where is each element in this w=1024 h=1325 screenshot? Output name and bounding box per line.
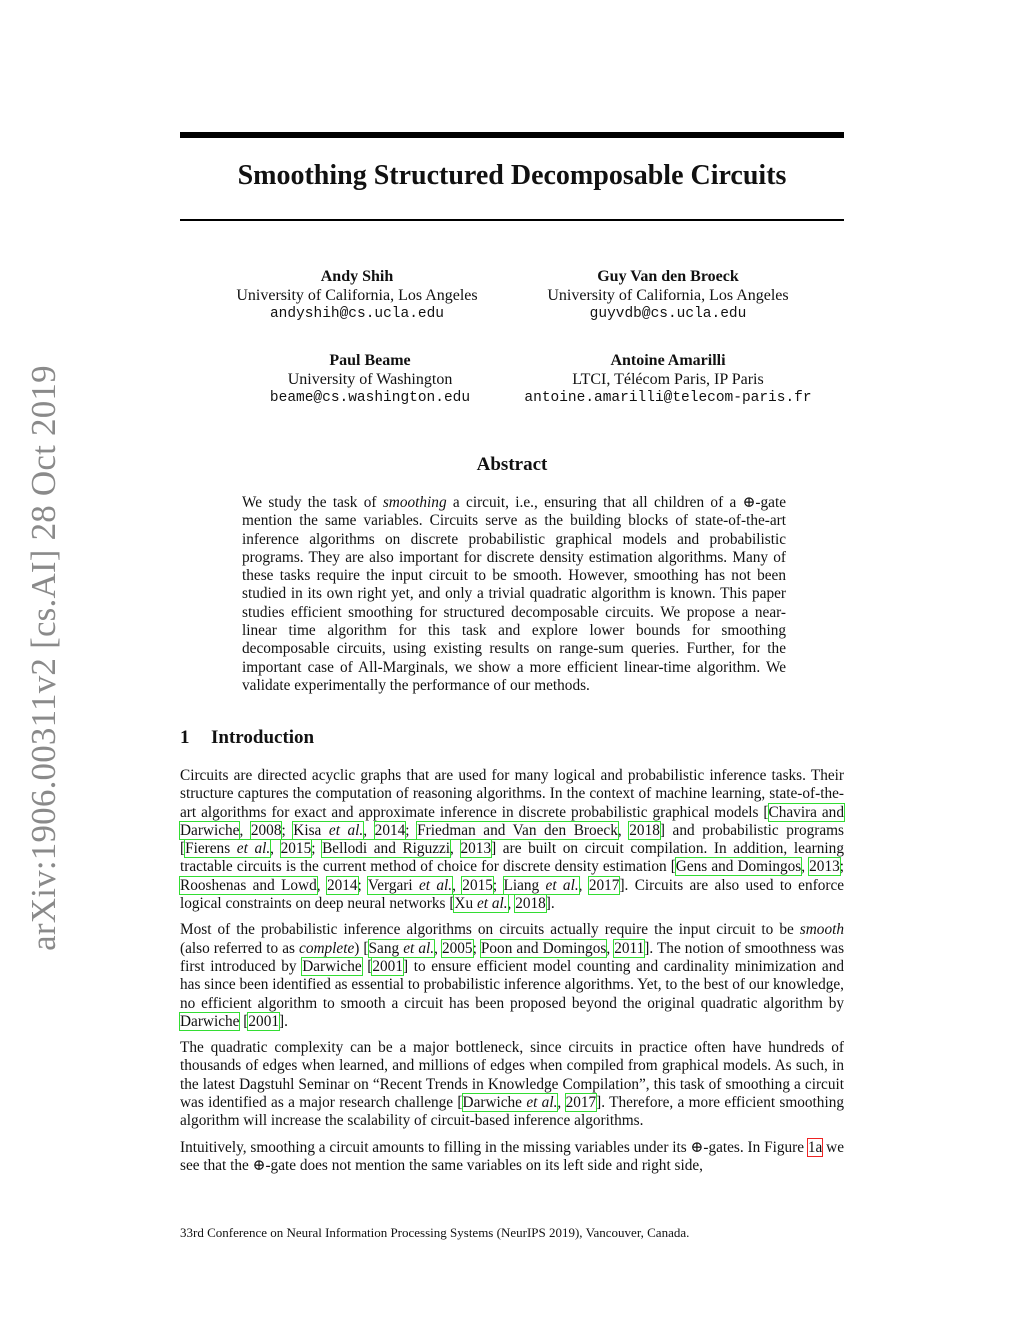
author-affiliation: University of Washington bbox=[287, 371, 453, 388]
citation-link[interactable]: 2015 bbox=[462, 876, 493, 894]
citation-link[interactable]: 2014 bbox=[326, 876, 358, 894]
citation-link[interactable]: 2018 bbox=[629, 821, 660, 839]
citation-link[interactable]: Sang et al. bbox=[368, 939, 435, 957]
author-block bbox=[197, 267, 517, 324]
paragraph: Circuits are directed acyclic graphs that are used for many logical and probabilistic inference tasks. Their structure captures the computation of reasoning algorithms. In the context of machine learning, state-of-the-art algorithms for exact and approximate inference in discrete probabilistic graphical models [Chavira and Darwiche, 2008; Kisa et al., 2014; Friedman and Van den Broeck, 2018] and probabilistic programs [Fierens et al., 2015; Bellodi and Riguzzi, 2013] are built on circuit compilation. In addition, learning tractable circuits is the current method of choice for discrete density estimation [Gens and Domingos, 2013; Rooshenas and Lowd, 2014; Vergari et al., 2015; Liang et al., 2017]. Circuits are also used to enforce logical constraints on deep neural networks [Xu et al., 2018]. bbox=[180, 767, 845, 913]
author-name: Guy Van den Broeck bbox=[597, 268, 739, 285]
citation-link[interactable]: Poon and Domingos bbox=[480, 939, 607, 957]
citation-link[interactable]: 2017 bbox=[588, 876, 620, 894]
paragraph: Most of the probabilistic inference algorithms on circuits actually require the input circuit to be smooth (also referred to as complete) [Sang et al., 2005; Poon and Domingos, 2011]. The notion of smoothness was first introduced by Darwiche [2001] to ensure efficient model counting and cardinality minimization and has since been identified as essential to probabilistic inference algorithms. Yet, to the best of our knowledge, no efficient algorithm to smooth a circuit has been proposed beyond the original quadratic algorithm by Darwiche [2001]. bbox=[180, 921, 845, 1030]
author-email[interactable]: beame@cs.washington.edu bbox=[269, 390, 471, 406]
citation-link[interactable]: Chavira and Darwiche bbox=[180, 803, 844, 839]
citation-link[interactable]: 2011 bbox=[614, 939, 645, 957]
citation-link[interactable]: Darwiche bbox=[302, 957, 362, 975]
citation-link[interactable]: 2005 bbox=[441, 939, 473, 957]
citation-link[interactable]: Bellodi and Riguzzi bbox=[322, 840, 451, 858]
citation-link[interactable]: 2008 bbox=[250, 821, 282, 839]
author-email[interactable]: andyshih@cs.ucla.edu bbox=[269, 306, 445, 322]
author-affiliation: University of California, Los Angeles bbox=[547, 287, 789, 304]
title-bottom-rule bbox=[180, 219, 844, 221]
citation-link[interactable]: Liang et al. bbox=[503, 876, 579, 894]
section-title: Introduction bbox=[211, 727, 315, 748]
abstract-body: We study the task of smoothing a circuit, i.e., ensuring that all children of a ⊕-gate mention the same variables. Circuits serve as the building blocks of state-of-the-art inference algorithms on discrete probabilistic graphical models and probabilistic programs. They are also important for discrete density estimation algorithms. Many of these tasks require the input circuit to be smooth. However, smoothing has not been studied in its own right yet, and only a trivial quadratic algorithm is known. This paper studies efficient smoothing for structured decomposable circuits. We propose a near-linear time algorithm for this task and explore lower bounds for smoothing decomposable circuits, using existing results on range-sum queries. Further, for the important case of All-Marginals, we show a more efficient linear-time algorithm. We validate experimentally the performance of our methods. bbox=[242, 494, 787, 694]
figure-ref-link[interactable]: 1a bbox=[807, 1138, 823, 1156]
abstract-heading: Abstract bbox=[476, 454, 548, 475]
citation-link[interactable]: Fierens et al. bbox=[185, 840, 271, 858]
title-top-rule bbox=[180, 132, 844, 138]
venue-footnote: 33rd Conference on Neural Information Processing Systems (NeurIPS 2019), Vancouver, Canada. bbox=[180, 1225, 690, 1240]
citation-link[interactable]: 2001 bbox=[248, 1012, 279, 1030]
author-name: Paul Beame bbox=[329, 352, 411, 369]
citation-link[interactable]: 2017 bbox=[565, 1094, 597, 1112]
citation-link[interactable]: Xu et al. bbox=[454, 895, 508, 913]
author-block bbox=[491, 351, 845, 408]
author-email[interactable]: antoine.amarilli@telecom-paris.fr bbox=[524, 390, 812, 406]
arxiv-stamp bbox=[24, 365, 64, 951]
citation-link[interactable]: 2013 bbox=[460, 840, 492, 858]
citation-link[interactable]: 2013 bbox=[809, 858, 840, 876]
section-number: 1 bbox=[180, 727, 190, 748]
author-affiliation: LTCI, Télécom Paris, IP Paris bbox=[572, 371, 764, 388]
citation-link[interactable]: 2018 bbox=[515, 895, 546, 913]
citation-link[interactable]: 2015 bbox=[280, 840, 312, 858]
author-email[interactable]: guyvdb@cs.ucla.edu bbox=[589, 306, 747, 322]
author-name: Andy Shih bbox=[320, 268, 394, 285]
paper-title: Smoothing Structured Decomposable Circuits bbox=[237, 160, 787, 191]
citation-link[interactable]: Friedman and Van den Broeck bbox=[417, 821, 618, 839]
citation-link[interactable]: Rooshenas and Lowd bbox=[180, 876, 317, 894]
citation-link[interactable]: Darwiche et al. bbox=[462, 1094, 558, 1112]
citation-link[interactable]: Darwiche bbox=[180, 1012, 240, 1030]
citation-link[interactable]: Kisa et al. bbox=[293, 821, 364, 839]
citation-link[interactable]: 2014 bbox=[374, 821, 406, 839]
author-affiliation: University of California, Los Angeles bbox=[236, 287, 478, 304]
citation-link[interactable]: 2001 bbox=[372, 957, 403, 975]
section-heading bbox=[180, 727, 314, 749]
paragraph: Intuitively, smoothing a circuit amounts to filling in the missing variables under its ⊕-gates. In Figure 1a we see that the ⊕-gate does not mention the same variables on its left side and right side, bbox=[180, 1138, 844, 1174]
author-block bbox=[210, 351, 530, 408]
citation-link[interactable]: Vergari et al. bbox=[367, 876, 453, 894]
body-text bbox=[180, 767, 844, 1183]
paragraph: The quadratic complexity can be a major bottleneck, since circuits in practice often have hundreds of thousands of edges when learned, and millions of edges when compiled from graphical models. As such, in the latest Dagstuhl Seminar on “Recent Trends in Knowledge Compilation”, this task of smoothing a circuit was identified as a major research challenge [Darwiche et al., 2017]. Therefore, a more efficient smoothing algorithm will increase the scalability of circuit-based inference algorithms. bbox=[180, 1039, 845, 1130]
author-block bbox=[508, 267, 828, 324]
citation-link[interactable]: Gens and Domingos bbox=[675, 858, 802, 876]
author-name: Antoine Amarilli bbox=[610, 352, 726, 369]
arxiv-stamp-text: arXiv:1906.00311v2 [cs.AI] 28 Oct 2019 bbox=[24, 365, 63, 951]
